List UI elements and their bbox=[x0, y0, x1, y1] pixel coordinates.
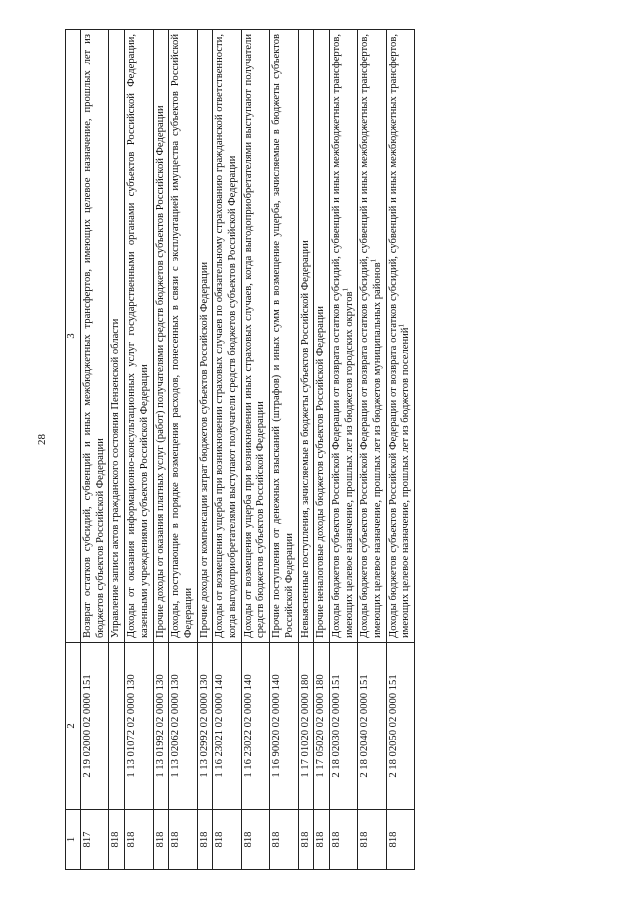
kbk-code-cell: 2 18 02030 02 0000 151 bbox=[329, 643, 357, 810]
kbk-code-cell: 1 16 23022 02 0000 140 bbox=[241, 643, 269, 810]
description-cell bbox=[329, 30, 357, 643]
description-text: Невыясненные поступления, зачисляемые в бюджеты субъектов Российской Федерации bbox=[299, 240, 311, 638]
footnote-marker: 1 bbox=[341, 287, 350, 292]
table-row bbox=[197, 30, 213, 870]
description-text: Доходы от возмещения ущерба при возникновении страховых случаев по обязательному страхованию гражданской ответственности, когда выгодоприобретателями выступают получатели средств бюджетов субъектов Российской Федерации bbox=[214, 34, 239, 638]
description-text: Прочие поступления от денежных взысканий (штрафов) и иных сумм в возмещение ущерба, зачисляемые в бюджеты субъектов Российской Федерации bbox=[271, 34, 295, 638]
table-header-row bbox=[66, 30, 81, 870]
table-row bbox=[169, 30, 197, 870]
table-row bbox=[213, 30, 241, 870]
description-text: Доходы бюджетов субъектов Российской Федерации от возврата остатков субсидий, субвенций и иных межбюджетных трансфертов, имеющих целевое назначение, прошлых лет из бюджетов поселений bbox=[387, 34, 412, 638]
description-text: Доходы от оказания информационно-консультационных услуг государственными органами субъектов Российской Федерации, казенными учреждениями субъектов Российской Федерации bbox=[126, 34, 150, 638]
kbk-code-cell: 1 16 23021 02 0000 140 bbox=[213, 643, 241, 810]
table-row bbox=[386, 30, 414, 870]
table-row bbox=[314, 30, 330, 870]
table-row bbox=[358, 30, 386, 870]
description-text: Прочие доходы от оказания платных услуг (работ) получателями средств бюджетов субъектов Российской Федерации bbox=[154, 105, 166, 638]
description-cell bbox=[169, 30, 197, 643]
admin-code-cell: 818 bbox=[197, 810, 213, 870]
description-text: Возврат остатков субсидий, субвенций и иных межбюджетных трансфертов, имеющих целевое назначение, прошлых лет из бюджетов субъектов Российской Федерации bbox=[82, 34, 106, 638]
admin-code-cell: 818 bbox=[153, 810, 169, 870]
description-cell bbox=[153, 30, 169, 643]
kbk-code-cell: 2 18 02050 02 0000 151 bbox=[386, 643, 414, 810]
kbk-code-cell: 1 16 90020 02 0000 140 bbox=[270, 643, 298, 810]
admin-code-cell: 818 bbox=[169, 810, 197, 870]
description-text: Доходы, поступающие в порядке возмещения расходов, понесенных в связи с эксплуатацией имущества субъектов Российской Федерации bbox=[170, 34, 194, 638]
description-cell bbox=[81, 30, 109, 643]
kbk-code-cell: 2 18 02040 02 0000 151 bbox=[358, 643, 386, 810]
footnote-marker: 1 bbox=[397, 324, 406, 328]
header-col-3: 3 bbox=[66, 30, 81, 643]
description-text: Прочие доходы от компенсации затрат бюджетов субъектов Российской Федерации bbox=[198, 261, 210, 638]
budget-codes-table bbox=[65, 29, 415, 870]
admin-code-cell: 818 bbox=[109, 810, 125, 870]
description-cell bbox=[109, 30, 125, 643]
kbk-code-cell: 1 13 02062 02 0000 130 bbox=[169, 643, 197, 810]
description-text: Прочие неналоговые доходы бюджетов субъектов Российской Федерации bbox=[315, 306, 327, 638]
description-cell bbox=[358, 30, 386, 643]
description-text: Доходы бюджетов субъектов Российской Федерации от возврата остатков субсидий, субвенций и иных межбюджетных трансфертов, имеющих целевое назначение, прошлых лет из бюджетов городских округов bbox=[330, 34, 355, 638]
admin-code-cell: 818 bbox=[314, 810, 330, 870]
admin-code-cell: 818 bbox=[213, 810, 241, 870]
header-col-2: 2 bbox=[66, 643, 81, 810]
admin-code-cell: 818 bbox=[329, 810, 357, 870]
table-row bbox=[298, 30, 314, 870]
description-text: Доходы от возмещения ущерба при возникновении иных страховых случаев, когда выгодоприобретателями выступают получатели средств бюджетов субъектов Российской Федерации bbox=[242, 34, 267, 638]
table-row bbox=[125, 30, 153, 870]
description-cell bbox=[241, 30, 269, 643]
page-number: 28 bbox=[36, 434, 48, 445]
description-cell bbox=[213, 30, 241, 643]
kbk-code-cell: 1 13 02992 02 0000 130 bbox=[197, 643, 213, 810]
kbk-code-cell: 1 17 01020 02 0000 180 bbox=[298, 643, 314, 810]
table-row bbox=[109, 30, 125, 870]
kbk-code-cell: 2 19 02000 02 0000 151 bbox=[81, 643, 109, 810]
admin-code-cell: 818 bbox=[386, 810, 414, 870]
description-cell bbox=[314, 30, 330, 643]
description-cell bbox=[386, 30, 414, 643]
description-text: Доходы бюджетов субъектов Российской Федерации от возврата остатков субсидий, субвенций и иных межбюджетных трансфертов, имеющих целевое назначение, прошлых лет из бюджетов муниципальных районов bbox=[359, 34, 384, 638]
rotated-table-container bbox=[65, 30, 570, 870]
description-cell bbox=[125, 30, 153, 643]
admin-code-cell: 818 bbox=[241, 810, 269, 870]
table-row bbox=[270, 30, 298, 870]
kbk-code-cell: 1 17 05020 02 0000 180 bbox=[314, 643, 330, 810]
kbk-code-cell: 1 13 01992 02 0000 130 bbox=[153, 643, 169, 810]
description-cell bbox=[197, 30, 213, 643]
admin-code-cell: 818 bbox=[270, 810, 298, 870]
admin-code-cell: 818 bbox=[358, 810, 386, 870]
table-row bbox=[153, 30, 169, 870]
admin-code-cell: 817 bbox=[81, 810, 109, 870]
table-row bbox=[329, 30, 357, 870]
table-row bbox=[81, 30, 109, 870]
description-cell bbox=[270, 30, 298, 643]
description-cell bbox=[298, 30, 314, 643]
description-text: Управление записи актов гражданского состояния Пензенской области bbox=[110, 318, 122, 638]
kbk-code-cell: 1 13 01072 02 0000 130 bbox=[125, 643, 153, 810]
table-row bbox=[241, 30, 269, 870]
footnote-marker: 1 bbox=[369, 258, 378, 263]
kbk-code-cell bbox=[109, 643, 125, 810]
header-col-1: 1 bbox=[66, 810, 81, 870]
admin-code-cell: 818 bbox=[298, 810, 314, 870]
admin-code-cell: 818 bbox=[125, 810, 153, 870]
